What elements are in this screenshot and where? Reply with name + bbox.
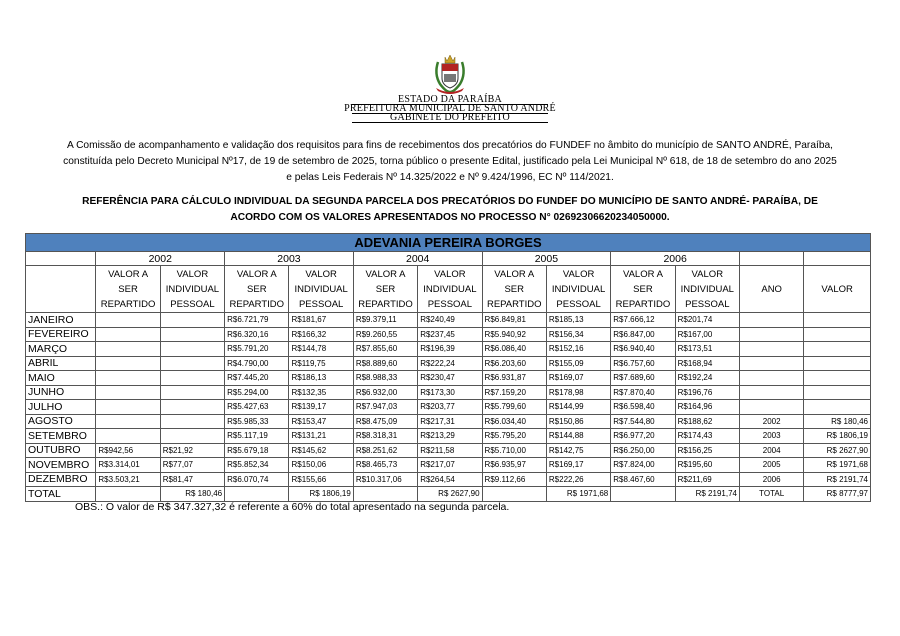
value-individual-cell: R$217,07	[418, 458, 482, 473]
value-repartido-cell: R$942,56	[96, 443, 160, 458]
amount-cell	[804, 327, 871, 342]
value-repartido-cell: R$8.467,60	[611, 472, 675, 487]
value-repartido-cell: R$5.985,33	[225, 414, 289, 429]
column-header-valor: VALOR	[804, 266, 871, 313]
value-individual-cell: R$217,31	[418, 414, 482, 429]
value-individual-cell: R$144,99	[546, 400, 610, 415]
value-repartido-cell: R$9.379,11	[353, 313, 417, 328]
value-repartido-cell: R$8.318,31	[353, 429, 417, 444]
value-individual-cell: R$173,30	[418, 385, 482, 400]
values-table	[25, 233, 871, 502]
value-repartido-cell: R$7.544,80	[611, 414, 675, 429]
value-individual-cell: R$81,47	[160, 472, 224, 487]
amount-cell	[804, 385, 871, 400]
value-repartido-cell: R$10.317,06	[353, 472, 417, 487]
year-header: 2005	[482, 252, 611, 266]
month-label: AGOSTO	[26, 414, 96, 429]
value-repartido-cell	[96, 429, 160, 444]
value-repartido-cell	[611, 487, 675, 502]
amount-cell	[804, 313, 871, 328]
value-individual-cell: R$144,78	[289, 342, 353, 357]
value-individual-cell	[160, 356, 224, 371]
value-individual-cell: R$195,60	[675, 458, 739, 473]
month-label: SETEMBRO	[26, 429, 96, 444]
value-individual-cell	[160, 371, 224, 386]
year-cell	[739, 313, 803, 328]
table-row	[26, 342, 871, 357]
reference-heading: REFERÊNCIA PARA CÁLCULO INDIVIDUAL DA SEGUNDA PARCELA DOS PRECATÓRIOS DO FUNDEF DO MUNICÍPIO DE SANTO ANDRÉ- PARAÍBA, DE ACORDO COM OS VALORES APRESENTADOS NO PROCESSO N° 02692306620234050000.	[82, 196, 818, 223]
header-blank	[26, 252, 96, 266]
column-header-ano: ANO	[739, 266, 803, 313]
value-individual-cell: R$150,86	[546, 414, 610, 429]
column-header-repartido: VALOR A SER REPARTIDO	[96, 266, 160, 313]
value-individual-cell: R$211,58	[418, 443, 482, 458]
column-header-repartido: VALOR A SER REPARTIDO	[482, 266, 546, 313]
table-row	[26, 327, 871, 342]
month-label: OUTUBRO	[26, 443, 96, 458]
value-individual-cell: R$203,77	[418, 400, 482, 415]
value-individual-cell: R$240,49	[418, 313, 482, 328]
value-repartido-cell: R$7.947,03	[353, 400, 417, 415]
amount-cell	[804, 371, 871, 386]
table-row	[26, 313, 871, 328]
value-individual-cell: R$167,00	[675, 327, 739, 342]
column-header-repartido: VALOR A SER REPARTIDO	[353, 266, 417, 313]
value-individual-cell	[160, 385, 224, 400]
value-repartido-cell: R$7.689,60	[611, 371, 675, 386]
value-individual-cell: R$222,26	[546, 472, 610, 487]
value-repartido-cell	[353, 487, 417, 502]
value-repartido-cell: R$6.250,00	[611, 443, 675, 458]
value-repartido-cell: R$4.790,00	[225, 356, 289, 371]
value-individual-cell: R$192,24	[675, 371, 739, 386]
value-individual-cell	[160, 313, 224, 328]
value-repartido-cell: R$7.824,00	[611, 458, 675, 473]
value-repartido-cell: R$6.931,87	[482, 371, 546, 386]
employee-name: ADEVANIA PEREIRA BORGES	[26, 234, 871, 252]
value-repartido-cell: R$8.889,60	[353, 356, 417, 371]
value-individual-cell: R$173,51	[675, 342, 739, 357]
value-repartido-cell: R$6.086,40	[482, 342, 546, 357]
month-label: FEVEREIRO	[26, 327, 96, 342]
value-repartido-cell: R$6.070,74	[225, 472, 289, 487]
value-repartido-cell: R$6.203,60	[482, 356, 546, 371]
value-repartido-cell: R$6.977,20	[611, 429, 675, 444]
value-individual-cell: R$155,66	[289, 472, 353, 487]
header-divider	[352, 104, 548, 105]
value-repartido-cell	[96, 356, 160, 371]
value-repartido-cell: R$5.117,19	[225, 429, 289, 444]
table-row	[26, 472, 871, 487]
header-state: ESTADO DA PARAÍBA	[398, 94, 502, 105]
value-repartido-cell: R$5.791,20	[225, 342, 289, 357]
value-individual-cell: R$196,39	[418, 342, 482, 357]
month-label: TOTAL	[26, 487, 96, 502]
header-blank	[26, 266, 96, 313]
value-repartido-cell: R$7.159,20	[482, 385, 546, 400]
value-repartido-cell: R$8.988,33	[353, 371, 417, 386]
month-label: ABRIL	[26, 356, 96, 371]
value-individual-cell: R$ 2627,90	[418, 487, 482, 502]
value-individual-cell: R$156,25	[675, 443, 739, 458]
value-repartido-cell: R$3.503,21	[96, 472, 160, 487]
value-individual-cell: R$131,21	[289, 429, 353, 444]
value-repartido-cell: R$6.935,97	[482, 458, 546, 473]
value-individual-cell: R$168,94	[675, 356, 739, 371]
value-individual-cell: R$ 1971,68	[546, 487, 610, 502]
year-header: 2002	[96, 252, 225, 266]
value-individual-cell: R$156,34	[546, 327, 610, 342]
value-individual-cell: R$150,06	[289, 458, 353, 473]
value-individual-cell: R$153,47	[289, 414, 353, 429]
value-repartido-cell: R$6.940,40	[611, 342, 675, 357]
value-repartido-cell: R$5.427,63	[225, 400, 289, 415]
column-header-individual: VALOR INDIVIDUAL PESSOAL	[160, 266, 224, 313]
header-divider	[352, 113, 548, 114]
value-individual-cell: R$237,45	[418, 327, 482, 342]
header-blank	[739, 252, 803, 266]
year-cell: 2005	[739, 458, 803, 473]
value-repartido-cell: R$6.757,60	[611, 356, 675, 371]
value-repartido-cell: R$7.855,60	[353, 342, 417, 357]
value-individual-cell: R$ 2191,74	[675, 487, 739, 502]
value-repartido-cell: R$8.251,62	[353, 443, 417, 458]
value-repartido-cell	[96, 371, 160, 386]
value-repartido-cell: R$7.870,40	[611, 385, 675, 400]
value-individual-cell: R$169,17	[546, 458, 610, 473]
value-repartido-cell: R$5.679,18	[225, 443, 289, 458]
year-cell: 2006	[739, 472, 803, 487]
intro-paragraph: A Comissão de acompanhamento e validação dos requisitos para fins de recebimentos dos precatórios do FUNDEF no âmbito do município de SANTO ANDRÉ, Paraíba, constituída pelo Decreto Municipal Nº17, de 19 de setembro de 2025, torna público o presente Edital, justificado pela Lei Municipal Nº 618, de 18 de setembro do ano 2025 e pelas Leis Federais Nº 14.325/2022 e Nº 9.424/1996, EC Nº 114/2021.	[63, 140, 837, 183]
value-individual-cell	[160, 400, 224, 415]
observation-note: OBS.: O valor de R$ 347.327,32 é referente a 60% do total apresentado na segunda parcela.	[75, 501, 510, 513]
value-repartido-cell: R$5.294,00	[225, 385, 289, 400]
value-repartido-cell: R$3.314,01	[96, 458, 160, 473]
value-individual-cell: R$152,16	[546, 342, 610, 357]
year-cell	[739, 342, 803, 357]
amount-cell: R$ 1806,19	[804, 429, 871, 444]
value-individual-cell: R$222,24	[418, 356, 482, 371]
year-cell	[739, 371, 803, 386]
year-cell	[739, 356, 803, 371]
value-repartido-cell: R$6.034,40	[482, 414, 546, 429]
value-individual-cell: R$ 180,46	[160, 487, 224, 502]
header-office: GABINETE DO PREFEITO	[390, 112, 510, 123]
amount-cell	[804, 342, 871, 357]
month-label: MARÇO	[26, 342, 96, 357]
month-label: MAIO	[26, 371, 96, 386]
value-repartido-cell	[96, 400, 160, 415]
column-header-individual: VALOR INDIVIDUAL PESSOAL	[546, 266, 610, 313]
table-row	[26, 414, 871, 429]
value-repartido-cell	[96, 414, 160, 429]
value-individual-cell: R$201,74	[675, 313, 739, 328]
value-repartido-cell	[96, 313, 160, 328]
value-individual-cell: R$144,88	[546, 429, 610, 444]
year-header: 2003	[225, 252, 354, 266]
value-individual-cell: R$181,67	[289, 313, 353, 328]
value-individual-cell: R$230,47	[418, 371, 482, 386]
value-repartido-cell: R$5.795,20	[482, 429, 546, 444]
column-header-individual: VALOR INDIVIDUAL PESSOAL	[675, 266, 739, 313]
value-repartido-cell	[96, 385, 160, 400]
value-individual-cell: R$264,54	[418, 472, 482, 487]
value-individual-cell: R$132,35	[289, 385, 353, 400]
header-prefecture: PREFEITURA MUNICIPAL DE SANTO ANDRÉ	[344, 103, 556, 114]
value-repartido-cell: R$6.721,79	[225, 313, 289, 328]
year-cell	[739, 400, 803, 415]
value-individual-cell: R$155,09	[546, 356, 610, 371]
value-individual-cell: R$188,62	[675, 414, 739, 429]
value-repartido-cell: R$6.847,00	[611, 327, 675, 342]
value-individual-cell: R$178,98	[546, 385, 610, 400]
value-individual-cell	[160, 414, 224, 429]
table-row	[26, 385, 871, 400]
coat-of-arms-icon	[432, 52, 468, 94]
value-individual-cell: R$139,17	[289, 400, 353, 415]
value-repartido-cell: R$9.260,55	[353, 327, 417, 342]
year-cell	[739, 385, 803, 400]
month-label: NOVEMBRO	[26, 458, 96, 473]
value-individual-cell: R$ 1806,19	[289, 487, 353, 502]
value-repartido-cell	[225, 487, 289, 502]
value-repartido-cell	[482, 487, 546, 502]
value-individual-cell: R$196,76	[675, 385, 739, 400]
month-label: JULHO	[26, 400, 96, 415]
year-cell: 2003	[739, 429, 803, 444]
value-individual-cell: R$21,92	[160, 443, 224, 458]
value-individual-cell	[160, 342, 224, 357]
column-header-repartido: VALOR A SER REPARTIDO	[611, 266, 675, 313]
value-repartido-cell	[96, 342, 160, 357]
header-divider	[352, 122, 548, 123]
value-individual-cell: R$77,07	[160, 458, 224, 473]
value-repartido-cell: R$7.445,20	[225, 371, 289, 386]
value-individual-cell: R$185,13	[546, 313, 610, 328]
value-repartido-cell: R$6.932,00	[353, 385, 417, 400]
amount-cell: R$ 2627,90	[804, 443, 871, 458]
value-individual-cell: R$169,07	[546, 371, 610, 386]
value-repartido-cell: R$8.465,73	[353, 458, 417, 473]
column-header-repartido: VALOR A SER REPARTIDO	[225, 266, 289, 313]
header-blank	[804, 252, 871, 266]
value-individual-cell: R$174,43	[675, 429, 739, 444]
value-repartido-cell	[96, 327, 160, 342]
value-individual-cell: R$145,62	[289, 443, 353, 458]
value-repartido-cell: R$9.112,66	[482, 472, 546, 487]
value-repartido-cell: R$5.710,00	[482, 443, 546, 458]
value-individual-cell: R$164,96	[675, 400, 739, 415]
column-header-individual: VALOR INDIVIDUAL PESSOAL	[418, 266, 482, 313]
value-repartido-cell: R$5.852,34	[225, 458, 289, 473]
amount-cell: R$ 180,46	[804, 414, 871, 429]
year-cell: TOTAL	[739, 487, 803, 502]
table-row	[26, 356, 871, 371]
value-repartido-cell: R$6.849,81	[482, 313, 546, 328]
table-row	[26, 371, 871, 386]
month-label: DEZEMBRO	[26, 472, 96, 487]
year-header: 2004	[353, 252, 482, 266]
table-row	[26, 443, 871, 458]
value-individual-cell: R$211,69	[675, 472, 739, 487]
column-header-individual: VALOR INDIVIDUAL PESSOAL	[289, 266, 353, 313]
table-row	[26, 458, 871, 473]
amount-cell: R$ 8777,97	[804, 487, 871, 502]
month-label: JANEIRO	[26, 313, 96, 328]
value-individual-cell: R$166,32	[289, 327, 353, 342]
value-individual-cell: R$213,29	[418, 429, 482, 444]
value-individual-cell: R$142,75	[546, 443, 610, 458]
year-header: 2006	[611, 252, 740, 266]
amount-cell: R$ 1971,68	[804, 458, 871, 473]
year-cell	[739, 327, 803, 342]
value-repartido-cell: R$5.940,92	[482, 327, 546, 342]
value-repartido-cell	[96, 487, 160, 502]
year-cell: 2002	[739, 414, 803, 429]
value-individual-cell	[160, 327, 224, 342]
table-row	[26, 429, 871, 444]
value-individual-cell: R$119,75	[289, 356, 353, 371]
value-individual-cell: R$186,13	[289, 371, 353, 386]
value-individual-cell	[160, 429, 224, 444]
total-row	[26, 487, 871, 502]
amount-cell	[804, 400, 871, 415]
year-cell: 2004	[739, 443, 803, 458]
value-repartido-cell: R$7.666,12	[611, 313, 675, 328]
table-row	[26, 400, 871, 415]
value-repartido-cell: R$6.320,16	[225, 327, 289, 342]
value-repartido-cell: R$6.598,40	[611, 400, 675, 415]
amount-cell	[804, 356, 871, 371]
amount-cell: R$ 2191,74	[804, 472, 871, 487]
value-repartido-cell: R$8.475,09	[353, 414, 417, 429]
month-label: JUNHO	[26, 385, 96, 400]
value-repartido-cell: R$5.799,60	[482, 400, 546, 415]
